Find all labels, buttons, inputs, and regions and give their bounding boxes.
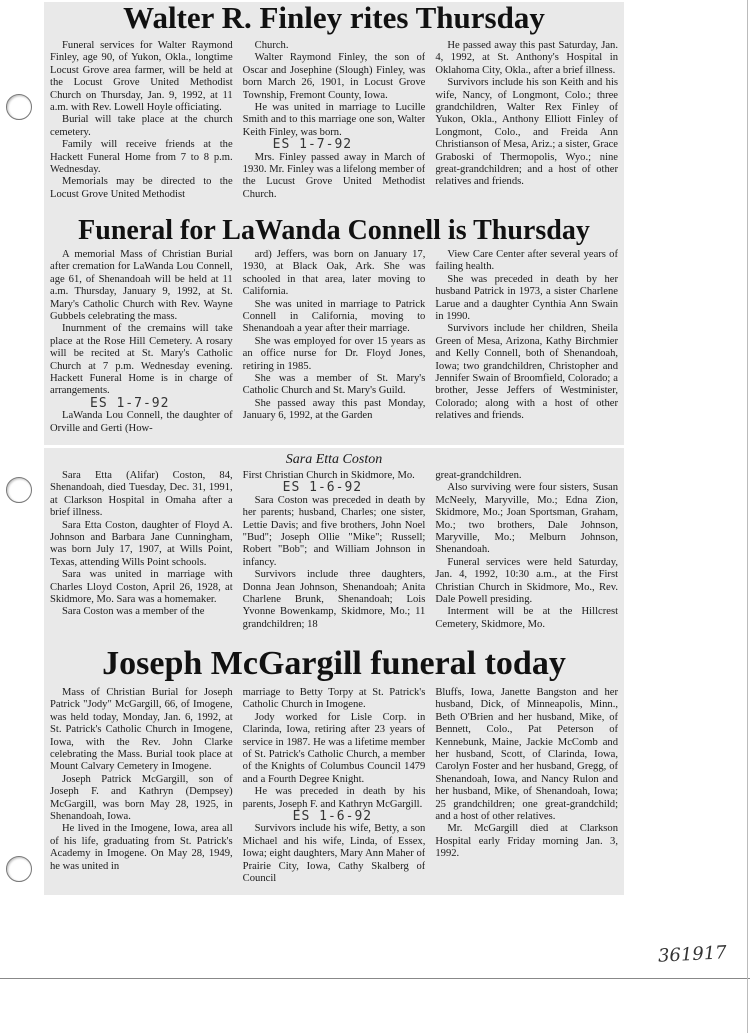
column-1: Funeral services for Walter Raymond Finley, age 90, of Yukon, Okla., longtime Locust Grove area farmer, will be held at the Locust Grove United Methodist Church on Thursday, Jan. 9, 1992, at 11 a.m. with Rev. Lowell Hoyle officiating. Burial will take place at the church cemetery. Family will receive friends at the Hackett Funeral Home from 7 to 8 p.m. Wednesday. Memorials may be directed to the Locust Grove United Methodist [50, 40, 233, 200]
column-3: Bluffs, Iowa, Janette Bangston and her husband, Dick, of Minneapolis, Minn., Beth O'Brien and her husband, Mike, of Bennett, Colo., Pat Peterson of Kennebunk, Maine, Jackie McComb and her husband, Scott, of Clarinda, Iowa, Carolyn Foster and her husband, Gregg, of Shenandoah, Iowa, and Nancy Rulon and her husband, Mike, of Shenandoah, Iowa; 25 grandchildren; one great-grandchild; and a host of other relatives. Mr. McGargill died at Clarkson Hospital early Friday morning Jan. 3, 1992. [435, 687, 619, 860]
column-2: ard) Jeffers, was born on January 17, 1930, at Black Oak, Ark. She was schooled in that area, later moving to California. She was united in marriage to Patrick Connell in California, moving to Shenandoah a year after their marriage. She was employed for over 15 years as an office nurse for Dr. Floyd Jones, retiring in 1985. She was a member of St. Mary's Catholic Church and St. Mary's Guild. She passed away this past Monday, January 6, 1992, at the Garden [242, 249, 426, 422]
handwritten-date-note: ES 1-7-92 [90, 395, 170, 411]
clipping-mcgargill [44, 645, 624, 895]
column-2: marriage to Betty Torpy at St. Patrick's Catholic Church in Imogene. Jody worked for Lisle Corp. in Clarinda, Iowa, retiring after 23 years of service in 1987. He was a lifetime member of St. Patrick's Catholic Church, a member of the Knights of Columbus Council 1479 and a Fourth Degree Knight. He was preceded in death by his parents, Joseph F. and Kathryn McGargill. ES 1-6-92 Survivors include his wife, Betty, a son Michael and his wife, Linda, of Essex, Iowa; eight daughters, Mary Ann Maher of Prairie City, Iowa, Cathy Skalberg of Council [242, 687, 426, 885]
clipping-finley [44, 2, 624, 215]
punch-hole-bottom [6, 856, 32, 882]
column-3: great-grandchildren. Also surviving were four sisters, Susan McNeely, Maryville, Mo.; Edna Zion, Skidmore, Mo.; Joan Sportsman, Graham, Mo.; two brothers, Dale Johnson, Maryville, Mo.; Melburn Johnson, Shenandoah. Funeral services were held Saturday, Jan. 4, 1992, 10:30 a.m., at the First Christian Church in Skidmore, Mo., Rev. Dale Powell presiding. Interment will be at the Hillcrest Cemetery, Skidmore, Mo. [435, 470, 619, 630]
page-bottom-edge [0, 978, 750, 979]
clipping-coston [44, 448, 624, 645]
column-1: A memorial Mass of Christian Burial after cremation for LaWanda Lou Connell, age 61, of Shenandoah will be held at 11 a.m. Thursday, January 9, 1992, at St. Mary's Catholic Church with Rev. Wayne Gubbels celebrating the mass. Inurnment of the cremains will take place at the Rose Hill Cemetery. A rosary will be recited at St. Mary's Catholic Church at 7 p.m. Wednesday evening. Hackett Funeral Home is in charge of arrangements. ES 1-7-92 LaWanda Lou Connell, the daughter of Orville and Gerti (How- [50, 249, 233, 434]
headline-mcgargill: Joseph McGargill funeral today [102, 645, 566, 682]
handwritten-date-note: ES 1-6-92 [292, 809, 373, 825]
handwritten-archive-number: 361917 [657, 942, 728, 967]
column-2: Church. Walter Raymond Finley, the son of Oscar and Josephine (Slough) Finley, was born March 26, 1901, in Locust Grove Township, Fremont County, Iowa. He was united in marriage to Lucille Smith and to this marriage one son, Walter Keith Finley, was born. ES 1-7-92 Mrs. Finley passed away in March of 1930. Mr. Finley was a lifelong member of the Lucust Grove United Methodist Church. [242, 40, 426, 200]
page-right-edge [747, 0, 748, 1033]
column-3: View Care Center after several years of failing health. She was preceded in death by her husband Patrick in 1973, a sister Charlene Larue and a daughter Cynthia Ann Swain in 1990. Survivors include her children, Sheila Green of Mesa, Arizona, Kathy Birchmier and Kelly Connell, both of Shenandoah, Iowa; two grandchildren, Christopher and Jennifer Swain of Broomfield, Colorado; a brother, Jesse Jeffers of Westminister, Colorado; along with a host of other relatives and friends. [435, 249, 619, 422]
column-1: Mass of Christian Burial for Joseph Patrick "Jody" McGargill, 66, of Imogene, was held today, Monday, Jan. 6, 1992, at St. Patrick's Catholic Church in Imogene, Iowa, with the Rev. John Clarke celebrating the Mass. Burial took place at Mount Calvary Cemetery in Imogene. Joseph Patrick McGargill, son of Joseph F. and Kathryn (Dempsey) McGargill, was born May 28, 1925, in Shenandoah, Iowa. He lived in the Imogene, Iowa, area all of his life, graduating from St. Patrick's Academy in Imogene. On May 28, 1949, he was united in [50, 687, 233, 872]
headline-finley: Walter R. Finley rites Thursday [123, 2, 545, 35]
headline-connell: Funeral for LaWanda Connell is Thursday [78, 215, 590, 246]
column-3: He passed away this past Saturday, Jan. 4, 1992, at St. Anthony's Hospital in Oklahoma City, Okla., after a brief illness. Survivors include his son Keith and his wife, Nancy, of Longmont, Colo.; three grandchildren, Walter Rex Finley of Yukon, Okla., Anthony Elliott Finley of Longmont, Colo., and Freida Ann Christianson of Mesa, Ariz.; a sister, Grace Graboski of Thermopolis, Wyo.; nine great-grandchildren; and a host of other relatives and friends. [435, 40, 619, 188]
column-2: First Christian Church in Skidmore, Mo. ES 1-6-92 Sara Coston was preceded in death by her parents; husband, Charles; one sister, Lettie Davis; and five brothers, John Noel "Bud"; Joseph Ollie "Mike"; Russell; Robert "Bob"; and William Johnson in infancy. Survivors include three daughters, Donna Jean Johnson, Shenandoah; Anita Charlene Brunk, Shenandoah; Lois Yvonne Bowenkamp, Skidmore, Mo.; 11 grandchildren; 18 [242, 470, 426, 630]
column-1: Sara Etta (Alifar) Coston, 84, Shenandoah, died Tuesday, Dec. 31, 1991, at Clarkson Hospital in Omaha after a brief illness. Sara Etta Coston, daughter of Floyd A. Johnson and Barbara Jane Cunningham, was born July 17, 1907, at Wills Point, Texas, attending Wills Point schools. Sara was united in marriage with Charles Lloyd Coston, April 26, 1928, at Skidmore, Mo. Sara was a homemaker. Sara Coston was a member of the [50, 470, 233, 618]
handwritten-date-note: ES 1-7-92 [272, 137, 353, 153]
clipping-connell [44, 215, 624, 445]
headline-coston: Sara Etta Coston [285, 452, 383, 467]
handwritten-date-note: ES 1-6-92 [282, 480, 363, 496]
punch-hole-middle [6, 477, 32, 503]
punch-hole-top [6, 94, 32, 120]
